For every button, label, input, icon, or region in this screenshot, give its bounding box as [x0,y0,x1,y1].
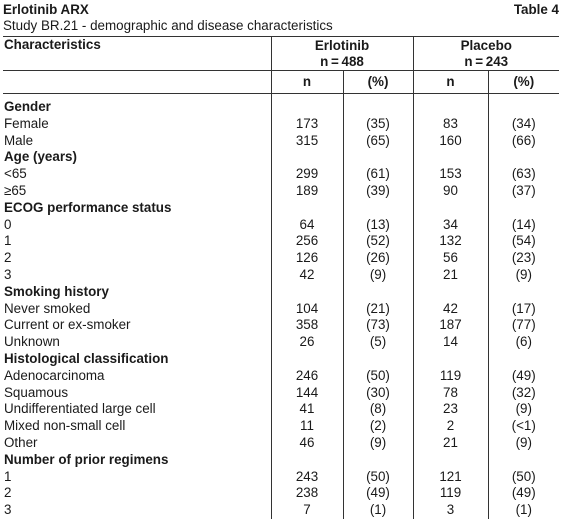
section-header-row [3,99,559,116]
erlotinib-pct-cell: (50) [343,469,413,486]
row-label: Unknown [4,334,60,350]
row-label: Mixed non-small cell [4,418,126,434]
empty-cell [488,99,559,116]
placebo-n-cell: 23 [413,401,488,418]
empty-cell [413,452,488,469]
empty-cell [271,452,343,469]
placebo-pct-cell: (54) [488,233,559,250]
erlotinib-n-cell: 144 [271,385,343,402]
erlotinib-n-cell: 42 [271,267,343,284]
empty-cell [488,200,559,217]
section-title: Smoking history [4,283,109,299]
placebo-pct-cell: (49) [488,368,559,385]
placebo-pct-cell: (6) [488,334,559,351]
table-body [3,99,559,519]
placebo-n-cell: 56 [413,250,488,267]
erlotinib-n-header: n [271,71,343,94]
empty-cell [343,99,413,116]
table-row [3,217,559,234]
table-row [3,485,559,502]
placebo-n-cell: 153 [413,166,488,183]
placebo-n-header: n [413,71,488,94]
table-row [3,401,559,418]
erlotinib-n-cell: 189 [271,183,343,200]
erlotinib-pct-cell: (9) [343,267,413,284]
table-number: Table 4 [513,2,559,17]
erlotinib-n-cell: 11 [271,418,343,435]
characteristics-table [3,36,559,519]
erlotinib-n-cell: 315 [271,133,343,150]
table-row [3,250,559,267]
section-title: Number of prior regimens [4,451,169,467]
table-row [3,317,559,334]
placebo-n-cell: 187 [413,317,488,334]
row-label: Other [4,434,38,450]
placebo-n-cell: 21 [413,435,488,452]
erlotinib-n-cell: 64 [271,217,343,234]
erlotinib-n-cell: 299 [271,166,343,183]
erlotinib-pct-cell: (5) [343,334,413,351]
row-label: 3 [4,266,12,282]
placebo-n-cell: 83 [413,116,488,133]
row-label: Undifferentiated large cell [4,401,156,417]
row-label: Squamous [4,384,69,400]
erlotinib-pct-cell: (13) [343,217,413,234]
row-label: 1 [4,468,12,484]
placebo-pct-cell: (<1) [488,418,559,435]
drug-title: Erlotinib ARX [3,2,89,17]
section-header-row [3,351,559,368]
characteristics-header: Characteristics [3,37,271,71]
section-title: Gender [4,99,51,114]
empty-cell [343,149,413,166]
placebo-pct-cell: (63) [488,166,559,183]
placebo-n-cell: 119 [413,368,488,385]
section-title: Histological classification [4,350,169,366]
erlotinib-pct-cell: (39) [343,183,413,200]
erlotinib-n-cell: 104 [271,301,343,318]
row-label: 3 [4,502,12,518]
table-row [3,469,559,486]
erlotinib-n: n = 488 [320,54,364,69]
row-label: Adenocarcinoma [4,367,105,383]
table-row [3,435,559,452]
empty-cell [413,149,488,166]
empty-cell [413,200,488,217]
placebo-pct-cell: (32) [488,385,559,402]
placebo-pct-cell: (17) [488,301,559,318]
placebo-n-cell: 121 [413,469,488,486]
table-row [3,334,559,351]
empty-cell [271,200,343,217]
empty-cell [488,284,559,301]
row-label: Never smoked [4,300,91,316]
erlotinib-n-cell: 46 [271,435,343,452]
table-caption: Study BR.21 - demographic and disease characteristics [3,18,333,33]
erlotinib-pct-cell: (1) [343,502,413,519]
section-title: Age (years) [4,149,77,165]
table-row [3,267,559,284]
empty-cell [271,284,343,301]
placebo-pct-cell: (9) [488,267,559,284]
erlotinib-pct-cell: (8) [343,401,413,418]
empty-cell [271,351,343,368]
empty-cell [488,351,559,368]
row-label: <65 [4,166,27,182]
document-header [3,2,559,18]
placebo-n-cell: 21 [413,267,488,284]
erlotinib-pct-cell: (30) [343,385,413,402]
section-header-row [3,284,559,301]
row-label: ≥65 [4,182,27,198]
placebo-pct-cell: (1) [488,502,559,519]
empty-cell [271,149,343,166]
row-label: 1 [4,233,12,249]
placebo-pct-header: (%) [488,71,559,94]
placebo-n-cell: 78 [413,385,488,402]
header-blank-cell [3,71,271,94]
empty-cell [343,351,413,368]
placebo-n-cell: 90 [413,183,488,200]
placebo-pct-cell: (66) [488,133,559,150]
placebo-n-cell: 119 [413,485,488,502]
row-label: Current or ex-smoker [4,317,131,333]
table-row [3,385,559,402]
table-row [3,368,559,385]
placebo-n-cell: 3 [413,502,488,519]
table-row [3,116,559,133]
table-row [3,502,559,519]
erlotinib-n-cell: 126 [271,250,343,267]
placebo-pct-cell: (77) [488,317,559,334]
erlotinib-n-cell: 256 [271,233,343,250]
placebo-pct-cell: (49) [488,485,559,502]
erlotinib-pct-cell: (2) [343,418,413,435]
erlotinib-group-header [271,37,413,71]
table-row [3,166,559,183]
row-label: Female [4,115,49,131]
empty-cell [343,200,413,217]
empty-cell [488,149,559,166]
erlotinib-pct-header: (%) [343,71,413,94]
erlotinib-n-cell: 358 [271,317,343,334]
empty-cell [271,99,343,116]
erlotinib-n-cell: 41 [271,401,343,418]
erlotinib-n-cell: 173 [271,116,343,133]
placebo-n: n = 243 [464,54,509,69]
placebo-pct-cell: (34) [488,116,559,133]
empty-cell [413,351,488,368]
erlotinib-pct-cell: (65) [343,133,413,150]
empty-cell [343,284,413,301]
placebo-pct-cell: (23) [488,250,559,267]
placebo-name: Placebo [460,38,512,53]
erlotinib-n-cell: 243 [271,469,343,486]
erlotinib-n-cell: 238 [271,485,343,502]
row-label: 2 [4,485,12,501]
erlotinib-n-cell: 246 [271,368,343,385]
table-row [3,133,559,150]
section-header-row [3,452,559,469]
erlotinib-pct-cell: (35) [343,116,413,133]
erlotinib-name: Erlotinib [314,38,370,53]
empty-cell [488,452,559,469]
erlotinib-pct-cell: (49) [343,485,413,502]
erlotinib-pct-cell: (73) [343,317,413,334]
placebo-n-cell: 34 [413,217,488,234]
placebo-n-cell: 42 [413,301,488,318]
section-header-row [3,200,559,217]
erlotinib-pct-cell: (52) [343,233,413,250]
placebo-n-cell: 132 [413,233,488,250]
empty-cell [343,452,413,469]
table-row [3,183,559,200]
erlotinib-pct-cell: (50) [343,368,413,385]
row-label: Male [4,132,34,148]
row-label: 2 [4,250,12,266]
table-row [3,301,559,318]
table-row [3,233,559,250]
erlotinib-pct-cell: (9) [343,435,413,452]
document-page [3,2,559,519]
placebo-pct-cell: (9) [488,401,559,418]
placebo-pct-cell: (37) [488,183,559,200]
row-label: 0 [4,216,12,232]
placebo-n-cell: 160 [413,133,488,150]
placebo-pct-cell: (14) [488,217,559,234]
placebo-pct-cell: (9) [488,435,559,452]
erlotinib-n-cell: 7 [271,502,343,519]
placebo-pct-cell: (50) [488,469,559,486]
placebo-n-cell: 2 [413,418,488,435]
erlotinib-pct-cell: (26) [343,250,413,267]
section-header-row [3,149,559,166]
placebo-group-header [413,37,559,71]
table-row [3,418,559,435]
empty-cell [413,99,488,116]
section-title: ECOG performance status [4,199,172,215]
erlotinib-pct-cell: (61) [343,166,413,183]
empty-cell [413,284,488,301]
erlotinib-pct-cell: (21) [343,301,413,318]
erlotinib-n-cell: 26 [271,334,343,351]
placebo-n-cell: 14 [413,334,488,351]
